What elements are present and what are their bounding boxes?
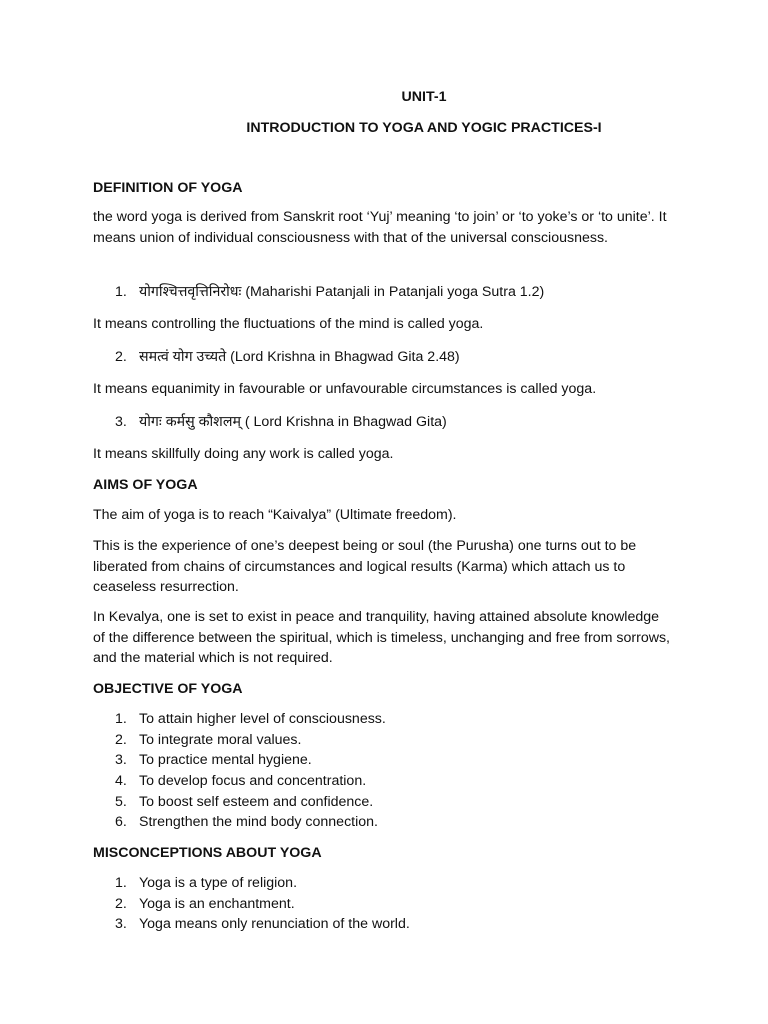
definition-meaning-1: It means controlling the fluctuations of the mind is called yoga. — [93, 316, 484, 332]
list-number: 5. — [115, 793, 127, 810]
definition-meaning-2: It means equanimity in favourable or unfavourable circumstances is called yoga. — [93, 381, 597, 397]
list-text: Yoga means only renunciation of the world. — [139, 916, 410, 933]
list-number: 1. — [115, 284, 127, 300]
list-text: To develop focus and concentration. — [139, 773, 367, 790]
list-number: 3. — [115, 414, 127, 430]
definition-meaning-3: It means skillfully doing any work is called yoga. — [93, 446, 394, 462]
unit-label: UNIT-1 — [401, 89, 447, 105]
list-number: 2. — [115, 349, 127, 365]
list-text: To attain higher level of consciousness. — [139, 711, 386, 727]
aims-heading: AIMS OF YOGA — [93, 477, 198, 493]
list-number: 3. — [115, 752, 127, 769]
definition-heading: DEFINITION OF YOGA — [93, 180, 243, 196]
list-text: To boost self esteem and confidence. — [139, 793, 374, 810]
list-text: To practice mental hygiene. — [139, 752, 312, 769]
list-text: Yoga is an enchantment. — [139, 895, 295, 912]
sanskrit-quote: योगः कर्मसु कौशलम् ( Lord Krishna in Bhagwad Gita) — [139, 414, 447, 430]
list-text: Strengthen the mind body connection. — [139, 814, 378, 831]
sanskrit-quote: समत्वं योग उच्यते (Lord Krishna in Bhagwad Gita 2.48) — [139, 349, 460, 365]
list-number: 3. — [115, 916, 127, 933]
list-number: 1. — [115, 875, 127, 891]
sanskrit-quote: योगश्चित्तवृत्तिनिरोधः (Maharishi Patanjali in Patanjali yoga Sutra 1.2) — [139, 284, 545, 300]
misconceptions-heading: MISCONCEPTIONS ABOUT YOGA — [93, 845, 322, 861]
list-text: Yoga is a type of religion. — [139, 875, 298, 891]
document-title: INTRODUCTION TO YOGA AND YOGIC PRACTICES-I — [246, 120, 602, 136]
aims-paragraph-3: In Kevalya, one is set to exist in peace and tranquility, having attained absolute knowledge of the difference between the spiritual, which is timeless, unchanging and free from sorrows, and the material which is not required. — [93, 609, 670, 666]
list-number: 1. — [115, 711, 127, 727]
definition-intro: the word yoga is derived from Sanskrit root ‘Yuj’ meaning ‘to join’ or ‘to yoke’s or ‘to unite’. It means union of individual consciousness with that of the universal consciousness. — [93, 209, 667, 246]
list-number: 6. — [115, 814, 127, 831]
objective-heading: OBJECTIVE OF YOGA — [93, 681, 243, 697]
list-number: 4. — [115, 773, 127, 790]
list-text: To integrate moral values. — [139, 731, 302, 748]
aims-paragraph-2: This is the experience of one’s deepest being or soul (the Purusha) one turns out to be liberated from chains of circumstances and logical results (Karma) which attach us to ceaseless resurrection. — [93, 538, 637, 595]
aims-paragraph-1: The aim of yoga is to reach “Kaivalya” (Ultimate freedom). — [93, 507, 457, 523]
list-number: 2. — [115, 895, 127, 912]
list-number: 2. — [115, 731, 127, 748]
